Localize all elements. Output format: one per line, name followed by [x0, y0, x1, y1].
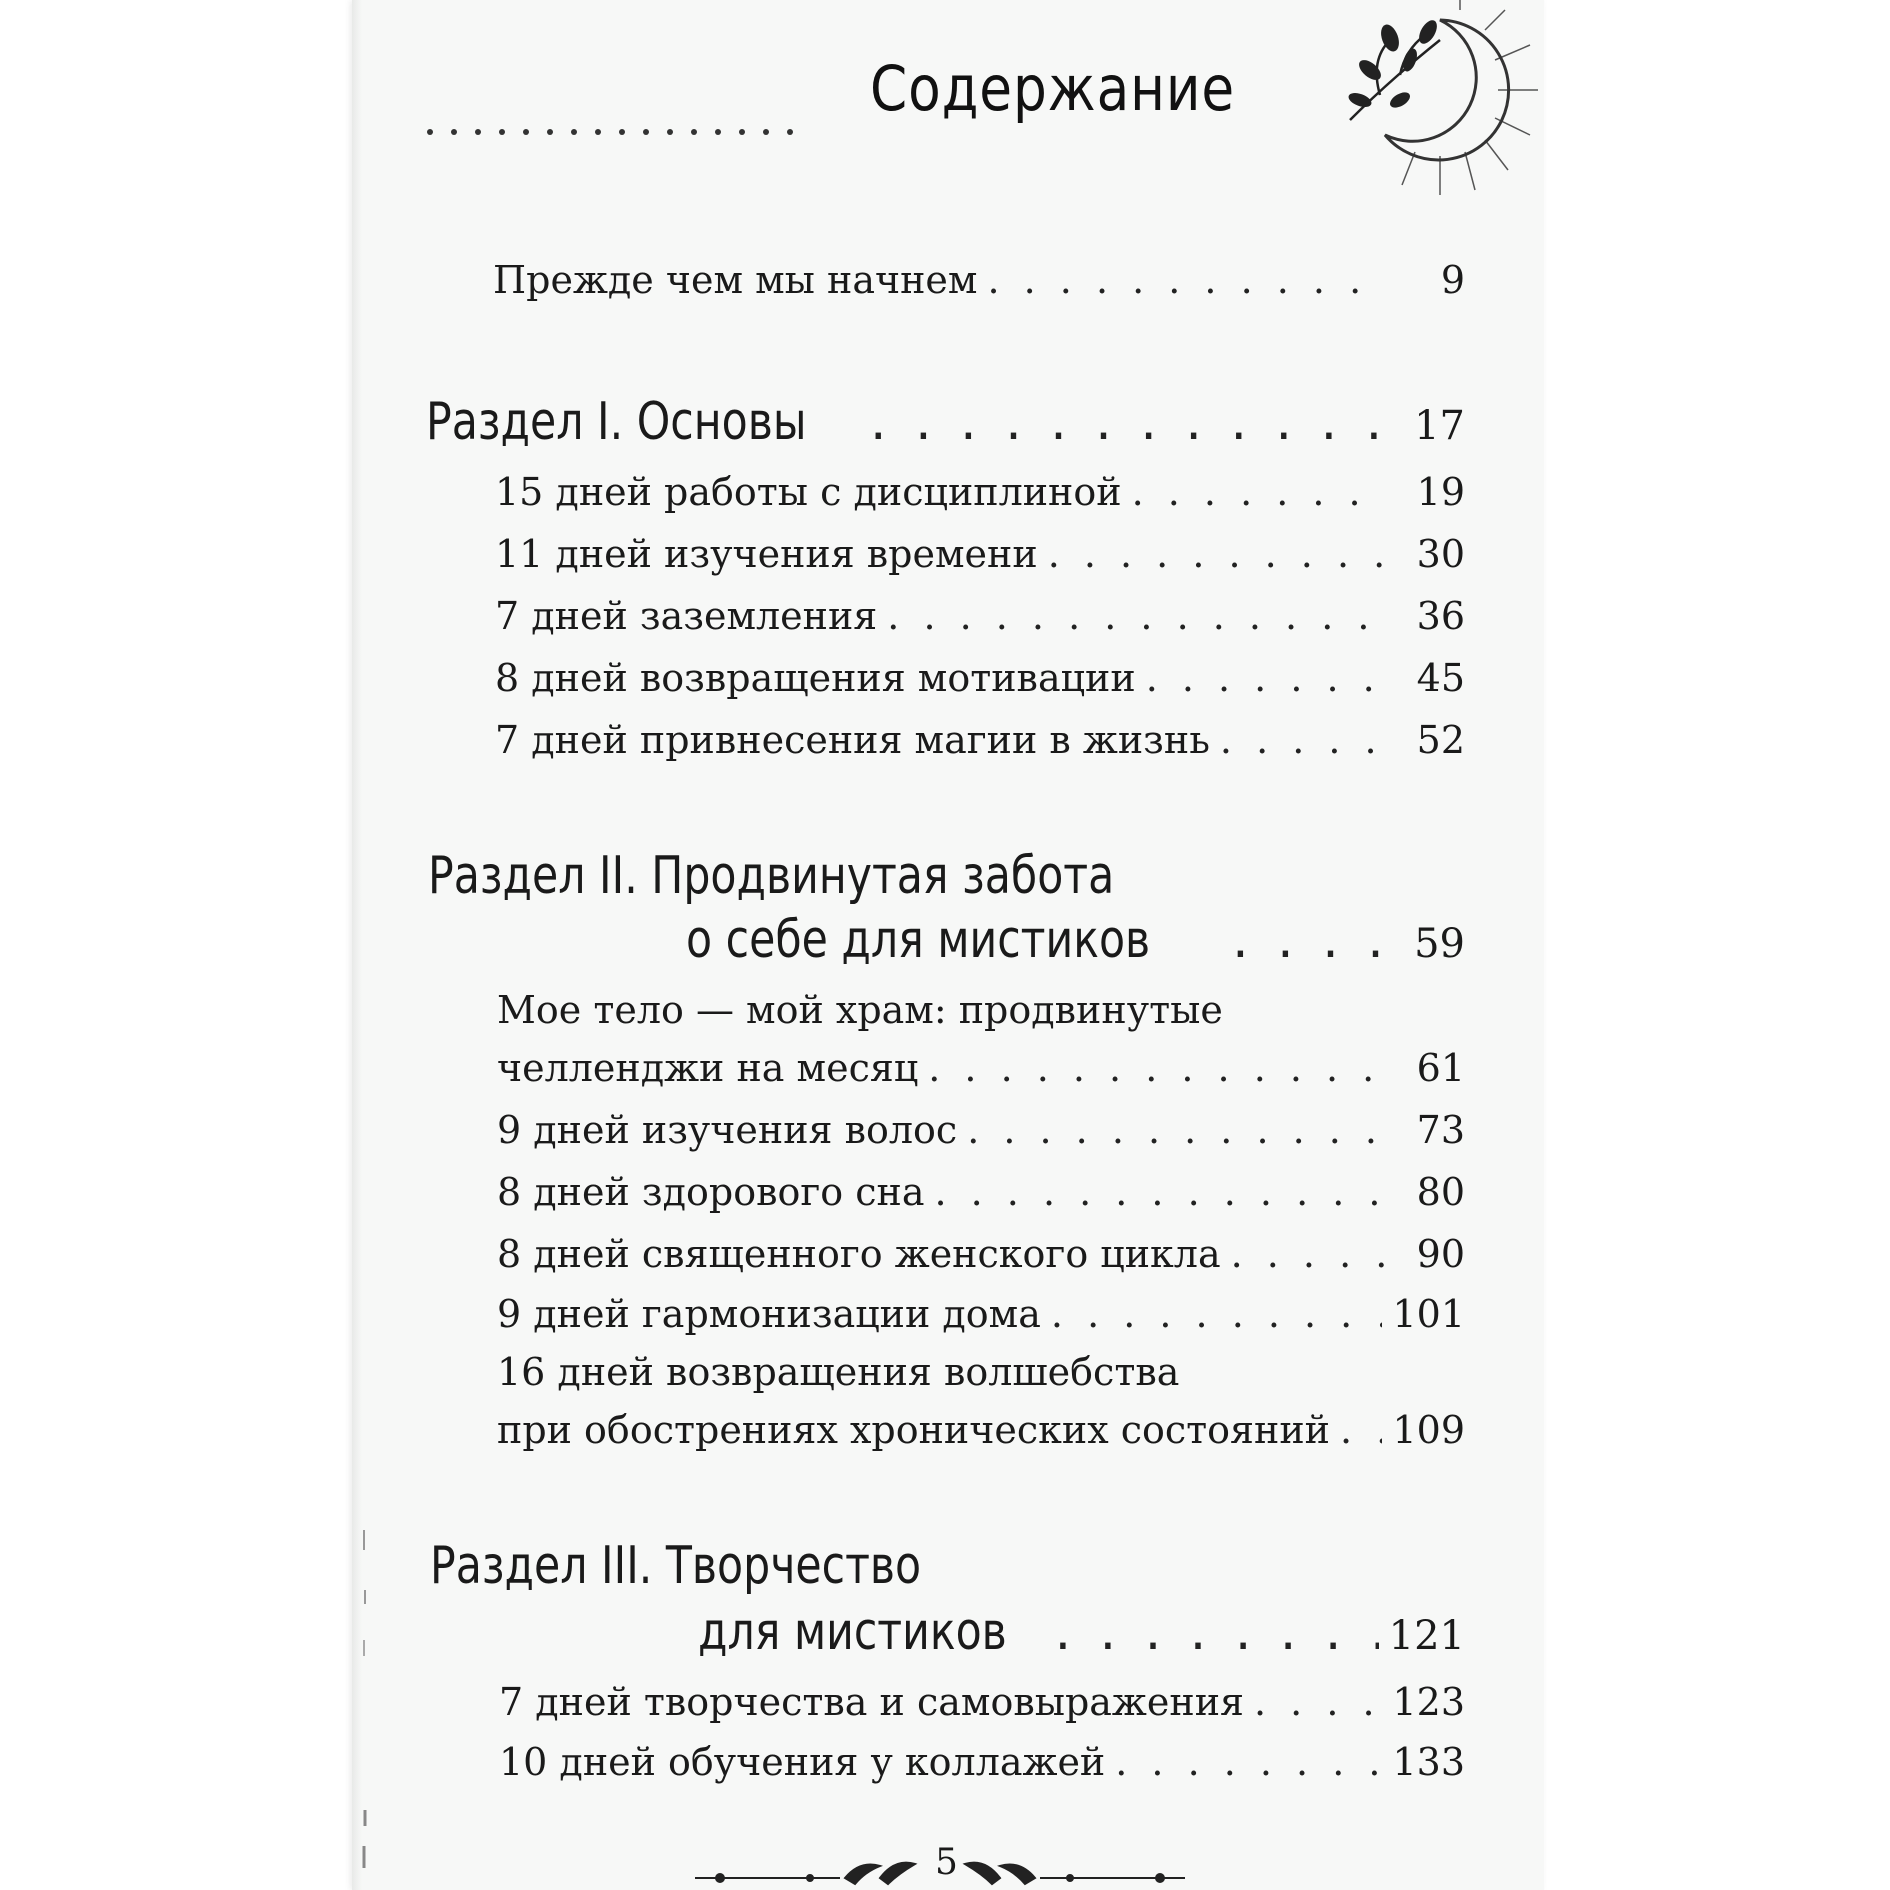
toc-section-2-title-line1[interactable]: Раздел II. Продвинутая забота	[428, 846, 1115, 906]
dot-leader	[1115, 1740, 1382, 1784]
toc-entry[interactable]	[497, 1046, 1465, 1090]
dot-leader	[1254, 1680, 1382, 1724]
toc-entry[interactable]	[495, 718, 1465, 762]
toc-entry[interactable]	[499, 1740, 1465, 1784]
toc-entry-page: 30	[1416, 532, 1465, 576]
toc-entry[interactable]	[495, 470, 1465, 514]
toc-entry[interactable]	[499, 1680, 1465, 1724]
toc-section-label: о себе для мистиков	[686, 910, 1151, 970]
toc-entry-label: 11 дней изучения времени	[495, 532, 1038, 576]
dot-leader	[928, 1046, 1385, 1090]
toc-entry-page: 52	[1416, 718, 1465, 762]
dot-leader	[987, 258, 1385, 302]
toc-section-label: для мистиков	[698, 1602, 1007, 1662]
page-footer	[690, 1840, 1190, 1890]
toc-section-2[interactable]	[686, 910, 1465, 970]
toc-section-page: 17	[1414, 403, 1465, 449]
toc-entry-label: 7 дней привнесения магии в жизнь	[495, 718, 1210, 762]
toc-section-3-title-line1[interactable]: Раздел III. Творчество	[430, 1536, 922, 1596]
toc-section-page: 121	[1388, 1613, 1465, 1659]
toc-entry-preface[interactable]	[493, 258, 1465, 302]
dot-leader	[1232, 910, 1385, 970]
dot-leader	[967, 1108, 1385, 1152]
toc-entry-page: 45	[1416, 656, 1465, 700]
toc-entry-label: 10 дней обучения у коллажей	[499, 1740, 1106, 1784]
toc-entry-label: 8 дней священного женского цикла	[497, 1232, 1221, 1276]
toc-section-3[interactable]	[698, 1602, 1465, 1662]
page-number: 5	[935, 1842, 958, 1883]
toc-section-1[interactable]	[426, 392, 1465, 452]
dot-leader	[1055, 1602, 1379, 1662]
toc-entry-label: 9 дней изучения волос	[497, 1108, 958, 1152]
toc-entry-label: при обострениях хронических состояний	[497, 1408, 1331, 1452]
toc-entry-page: 90	[1416, 1232, 1465, 1276]
dot-leader	[887, 594, 1385, 638]
toc-entry[interactable]	[497, 1108, 1465, 1152]
dot-leader	[1051, 1292, 1383, 1336]
toc-entry-page: 109	[1392, 1408, 1465, 1452]
toc-entry[interactable]	[497, 1232, 1465, 1276]
toc-entry[interactable]	[495, 656, 1465, 700]
dot-leader	[1048, 532, 1385, 576]
toc-entry-label: 9 дней гармонизации дома	[497, 1292, 1041, 1336]
toc-entry[interactable]	[497, 1408, 1465, 1452]
dot-leader	[1231, 1232, 1385, 1276]
toc-section-page: 59	[1414, 921, 1465, 967]
dot-leader	[870, 392, 1385, 452]
dot-leader	[1132, 470, 1385, 514]
toc-entry-page: 101	[1392, 1292, 1465, 1336]
toc-entry[interactable]	[497, 1292, 1465, 1336]
toc-entry-label: челленджи на месяц	[497, 1046, 919, 1090]
toc-entry-label: 7 дней заземления	[495, 594, 878, 638]
toc-entry-page: 19	[1416, 470, 1465, 514]
toc-entry-label: 8 дней здорового сна	[497, 1170, 925, 1214]
toc-entry[interactable]	[497, 1170, 1465, 1214]
toc-entry-page: 9	[1440, 258, 1465, 302]
toc-entry[interactable]	[495, 594, 1465, 638]
dot-leader	[1340, 1408, 1382, 1452]
dot-leader	[1146, 656, 1385, 700]
dot-leader	[1220, 718, 1385, 762]
toc-entry-label: 8 дней возвращения мотивации	[495, 656, 1136, 700]
toc-entry-label: 15 дней работы с дисциплиной	[495, 470, 1122, 514]
toc-entry[interactable]	[495, 532, 1465, 576]
toc-entry-label-line1[interactable]: 16 дней возвращения волшебства	[497, 1350, 1180, 1394]
toc-entry-page: 123	[1392, 1680, 1465, 1724]
toc-entry-page: 36	[1416, 594, 1465, 638]
toc-section-label: Раздел I. Основы	[426, 392, 807, 452]
toc-entry-page: 133	[1392, 1740, 1465, 1784]
toc-entry-label: Прежде чем мы начнем	[493, 258, 978, 302]
toc-entry-label-line1[interactable]: Мое тело — мой храм: продвинутые	[497, 988, 1223, 1032]
toc-entry-page: 73	[1416, 1108, 1465, 1152]
toc-entry-page: 80	[1416, 1170, 1465, 1214]
dot-leader	[934, 1170, 1385, 1214]
page-title: Содержание	[870, 52, 1236, 125]
toc-entry-page: 61	[1416, 1046, 1465, 1090]
toc-entry-label: 7 дней творчества и самовыражения	[499, 1680, 1245, 1724]
